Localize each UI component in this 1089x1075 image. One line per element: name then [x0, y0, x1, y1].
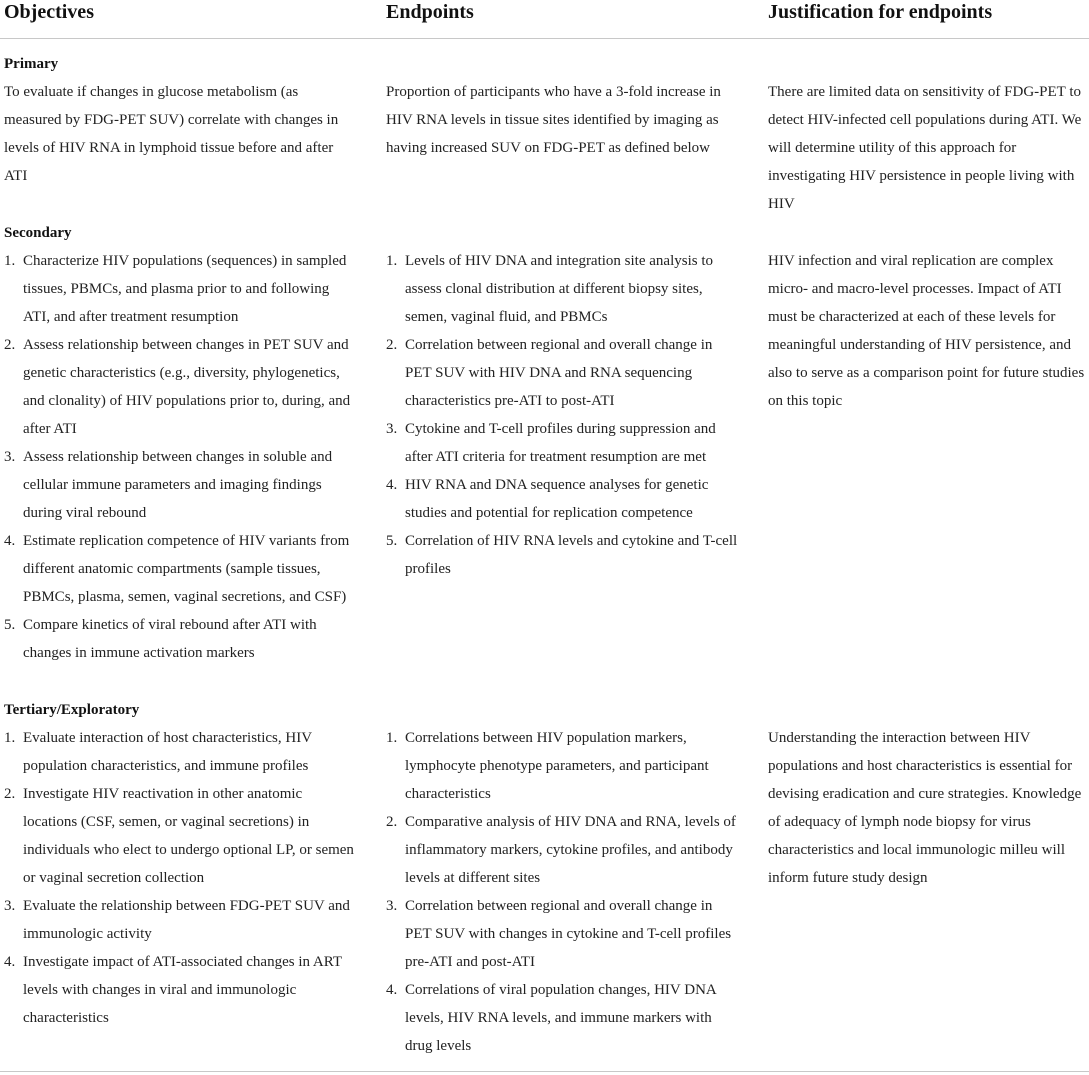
- list-item: 5. Compare kinetics of viral rebound after ATI with changes in immune activation markers: [4, 617, 317, 661]
- tertiary-objectives-list: [4, 724, 358, 1032]
- secondary-endpoints-list: [386, 247, 738, 583]
- secondary-objectives: [4, 247, 358, 667]
- table-header: [0, 0, 1089, 38]
- list-item: 1. Correlations between HIV population markers, lymphocyte phenotype parameters, and participant characteristics: [386, 730, 709, 802]
- tertiary-objectives: [4, 724, 358, 1032]
- tertiary-endpoints: [386, 724, 738, 1060]
- section-title-tertiary: Tertiary/Exploratory: [4, 702, 140, 718]
- list-item: 4. Investigate impact of ATI-associated changes in ART levels with changes in viral and immunologic characteristics: [4, 954, 342, 1026]
- header-endpoints: Endpoints: [386, 1, 474, 23]
- tertiary-justification: Understanding the interaction between HIV populations and host characteristics is essential for devising eradication and cure strategies. Knowledge of adequacy of lymph node biopsy for virus characteristics and local immunologic milleu will inform future study design: [768, 730, 1082, 886]
- secondary-endpoints: [386, 247, 738, 583]
- list-item: 4. HIV RNA and DNA sequence analyses for genetic studies and potential for replication competence: [386, 477, 709, 521]
- list-item: 2. Investigate HIV reactivation in other anatomic locations (CSF, semen, or vaginal secretions) in individuals who elect to undergo optional LP, or semen or vaginal secretion collection: [4, 786, 354, 886]
- table-bottom-divider: [0, 1071, 1089, 1072]
- header-objectives: Objectives: [4, 1, 94, 23]
- section-title-primary: Primary: [4, 56, 59, 72]
- list-item: 1. Characterize HIV populations (sequences) in sampled tissues, PBMCs, and plasma prior to and following ATI, and after treatment resumption: [4, 253, 347, 325]
- list-item: 3. Assess relationship between changes in soluble and cellular immune parameters and imaging findings during viral rebound: [4, 449, 333, 521]
- list-item: 3. Correlation between regional and overall change in PET SUV with changes in cytokine and T-cell profiles pre-ATI and post-ATI: [386, 898, 732, 970]
- list-item: 3. Evaluate the relationship between FDG-PET SUV and immunologic activity: [4, 898, 350, 942]
- list-item: 1. Levels of HIV DNA and integration site analysis to assess clonal distribution at different biopsy sites, semen, vaginal fluid, and PBMCs: [386, 253, 713, 325]
- list-item: 4. Estimate replication competence of HIV variants from different anatomic compartments (sample tissues, PBMCs, plasma, semen, vaginal secretions, and CSF): [4, 533, 350, 605]
- primary-justification: There are limited data on sensitivity of FDG-PET to detect HIV-infected cell populations during ATI. We will determine utility of this approach for investigating HIV persistence in people living with HIV: [768, 84, 1082, 212]
- header-justification: Justification for endpoints: [768, 1, 993, 23]
- list-item: 3. Cytokine and T-cell profiles during suppression and after ATI criteria for treatment resumption are met: [386, 421, 716, 465]
- list-item: 5. Correlation of HIV RNA levels and cytokine and T-cell profiles: [386, 533, 738, 577]
- primary-objective: To evaluate if changes in glucose metabolism (as measured by FDG-PET SUV) correlate with changes in levels of HIV RNA in lymphoid tissue before and after ATI: [4, 84, 339, 184]
- primary-endpoint: Proportion of participants who have a 3-fold increase in HIV RNA levels in tissue sites identified by imaging as having increased SUV on FDG-PET as defined below: [386, 84, 721, 156]
- tertiary-endpoints-list: [386, 724, 738, 1060]
- secondary-objectives-list: [4, 247, 358, 667]
- section-title-secondary: Secondary: [4, 225, 72, 241]
- list-item: 2. Correlation between regional and overall change in PET SUV with HIV DNA and RNA sequencing characteristics pre-ATI to post-ATI: [386, 337, 713, 409]
- list-item: 1. Evaluate interaction of host characteristics, HIV population characteristics, and immune profiles: [4, 730, 312, 774]
- header-divider: [0, 38, 1089, 39]
- secondary-justification: HIV infection and viral replication are complex micro- and macro-level processes. Impact of ATI must be characterized at each of these levels for meaningful understanding of HIV persistence, and also to serve as a comparison point for future studies on this topic: [768, 253, 1085, 409]
- list-item: 2. Assess relationship between changes in PET SUV and genetic characteristics (e.g., diversity, phylogenetics, and clonality) of HIV populations prior to, during, and after ATI: [4, 337, 351, 437]
- list-item: 2. Comparative analysis of HIV DNA and RNA, levels of inflammatory markers, cytokine profiles, and antibody levels at different sites: [386, 814, 736, 886]
- list-item: 4. Correlations of viral population changes, HIV DNA levels, HIV RNA levels, and immune markers with drug levels: [386, 982, 716, 1054]
